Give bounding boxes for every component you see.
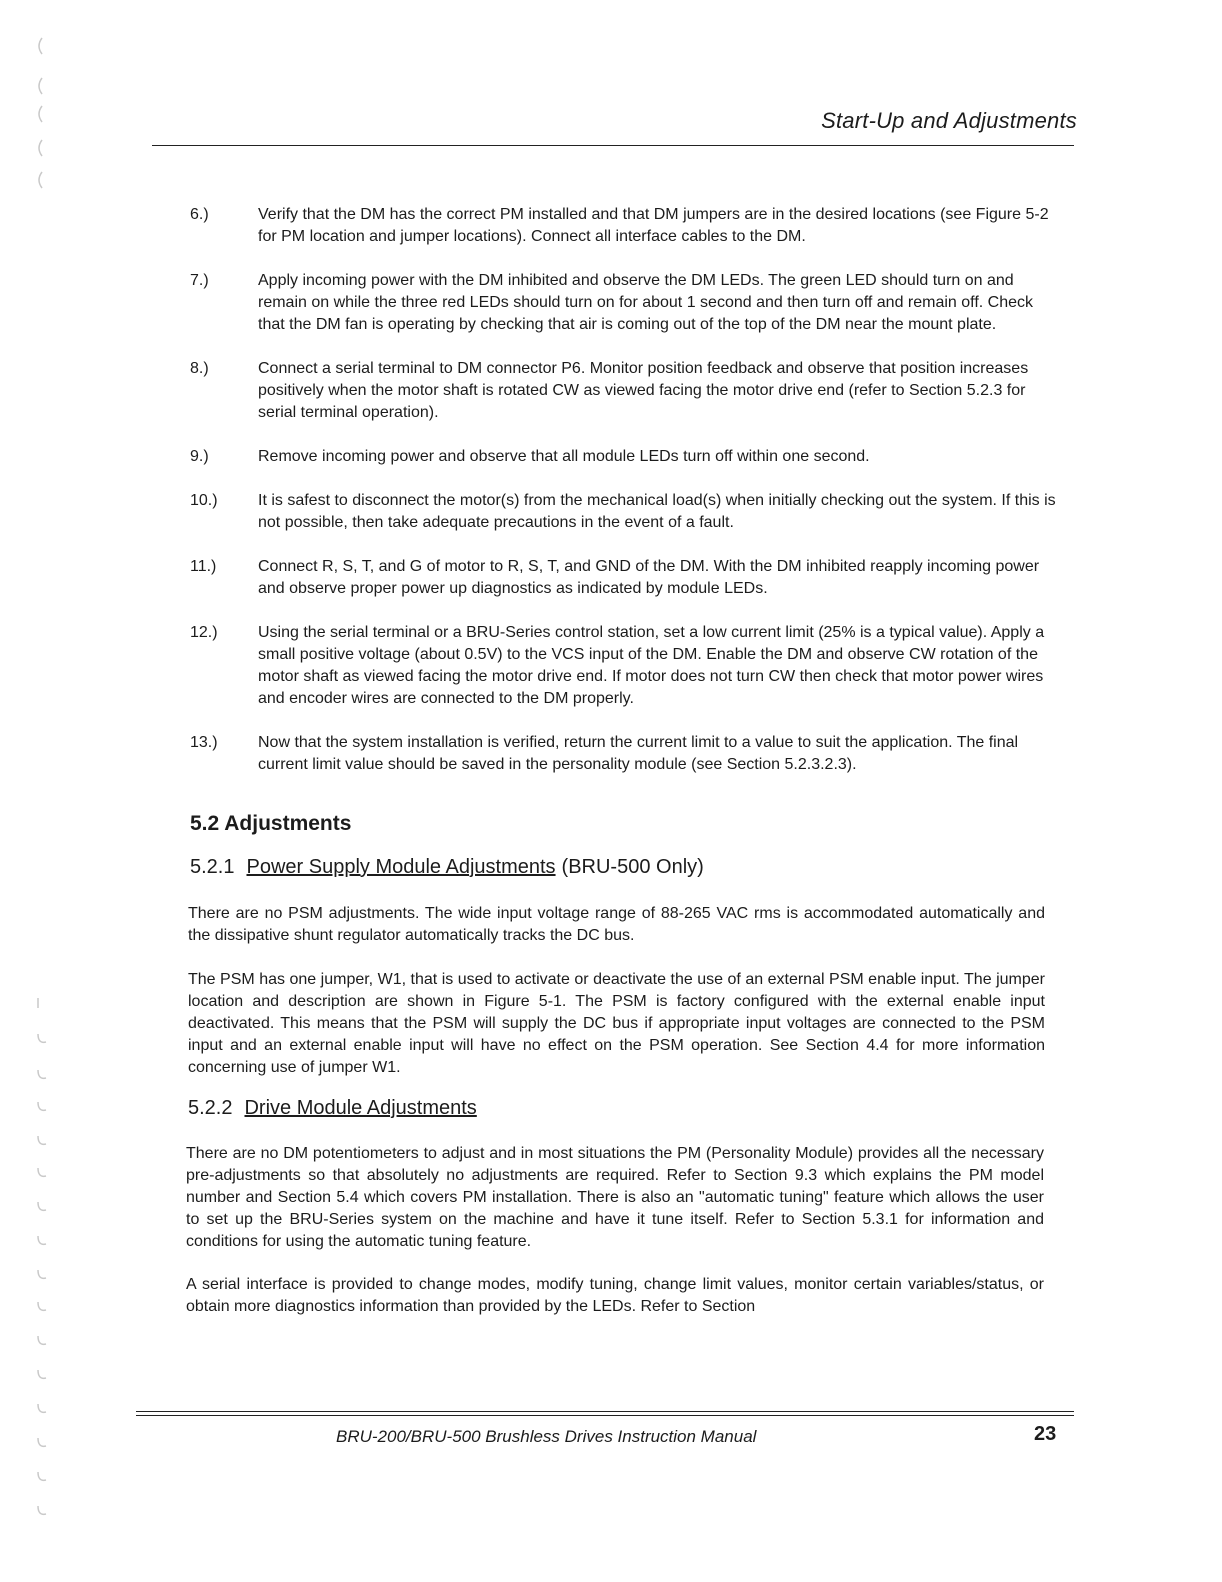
subsection-heading-psm (190, 856, 704, 879)
step-text: It is safest to disconnect the motor(s) from the mechanical load(s) when initially checking out the system. If this is not possible, then take adequate precautions in the event of a fault. (258, 492, 1056, 531)
step-number: 8.) (190, 360, 209, 377)
step-text: Verify that the DM has the correct PM installed and that DM jumpers are in the desired locations (see Figure 5-2 for PM location and jumper locations). Connect all interface cables to the DM. (258, 206, 1049, 245)
list-item-step-7 (190, 270, 1060, 336)
subsection-number: 5.2.2 (188, 1097, 233, 1119)
step-number: 7.) (190, 272, 209, 289)
footer-divider-secondary (136, 1415, 1074, 1416)
subsection-title: Power Supply Module Adjustments (246, 856, 556, 878)
step-number: 9.) (190, 448, 209, 465)
running-header-title: Start-Up and Adjustments (821, 108, 1077, 133)
footer-manual-title: BRU-200/BRU-500 Brushless Drives Instruction Manual (336, 1427, 757, 1446)
list-item-step-11 (190, 556, 1060, 600)
paragraph-serial-interface: A serial interface is provided to change modes, modify tuning, change limit values, monitor certain variables/status, or obtain more diagnostics information than provided by the LEDs. Refer to Section (186, 1276, 1044, 1315)
list-item-step-6 (190, 204, 1060, 248)
step-number: 13.) (190, 734, 218, 751)
step-text: Connect a serial terminal to DM connector P6. Monitor position feedback and observe that position increases positively when the motor shaft is rotated CW as viewed facing the motor drive end (refer to Section 5.2.3 for serial terminal operation). (258, 360, 1029, 421)
list-item-step-9 (190, 446, 1060, 468)
subsection-title: Drive Module Adjustments (244, 1097, 477, 1119)
step-text: Remove incoming power and observe that all module LEDs turn off within one second. (258, 448, 870, 465)
list-item-step-12 (190, 622, 1060, 710)
list-item-step-13 (190, 732, 1060, 776)
footer-divider (136, 1411, 1074, 1412)
paragraph-psm-adjustments: There are no PSM adjustments. The wide input voltage range of 88-265 VAC rms is accommodated automatically and the dissipative shunt regulator automatically tracks the DC bus. (188, 905, 1045, 944)
subsection-number: 5.2.1 (190, 856, 235, 878)
startup-steps-list (190, 204, 1060, 776)
step-number: 10.) (190, 492, 218, 509)
list-item-step-10 (190, 490, 1060, 534)
paragraph-psm-jumper: The PSM has one jumper, W1, that is used to activate or deactivate the use of an external PSM enable input. The jumper location and description are shown in Figure 5-1. The PSM is factory configured with the external enable input deactivated. This means that the PSM will supply the DC bus if appropriate input voltages are connected to the PSM input and an external enable input will have no effect on the PSM operation. See Section 4.4 for more information concerning use of jumper W1. (188, 971, 1045, 1076)
step-number: 12.) (190, 624, 218, 641)
subsection-note: (BRU-500 Only) (561, 856, 704, 878)
step-text: Now that the system installation is verified, return the current limit to a value to suit the application. The final current limit value should be saved in the personality module (see Section 5.2.3.2.3). (258, 734, 1019, 773)
paragraph-dm-adjustments: There are no DM potentiometers to adjust and in most situations the PM (Personality Module) provides all the necessary pre-adjustments so that absolutely no adjustments are required. Refer to Section 9.3 which explains the PM model number and Section 5.4 which covers PM installation. There is also an "automatic tuning" feature which allows the user to set up the BRU-Series system on the machine and have it tune itself. Refer to Section 5.3.1 for information and conditions for using the automatic tuning feature. (186, 1145, 1044, 1250)
step-text: Apply incoming power with the DM inhibited and observe the DM LEDs. The green LED should turn on and remain on while the three red LEDs should turn on for about 1 second and then turn off and remain off. Check that the DM fan is operating by checking that air is coming out of the top of the DM near the mount plate. (258, 272, 1033, 333)
subsection-heading-dm (188, 1097, 477, 1120)
step-number: 6.) (190, 206, 209, 223)
section-heading-adjustments: 5.2 Adjustments (190, 812, 352, 835)
header-divider (152, 145, 1074, 146)
binding-hole-marks (26, 30, 66, 1550)
list-item-step-8 (190, 358, 1060, 424)
step-text: Using the serial terminal or a BRU-Series control station, set a low current limit (25% is a typical value). Apply a small positive voltage (about 0.5V) to the VCS input of the DM. Enable the DM and observe CW rotation of the motor shaft as viewed facing the motor drive end. If motor does not turn CW then check that motor power wires and encoder wires are connected to the DM properly. (258, 624, 1045, 707)
step-number: 11.) (190, 558, 217, 575)
step-text: Connect R, S, T, and G of motor to R, S, T, and GND of the DM. With the DM inhibited reapply incoming power and observe proper power up diagnostics as indicated by module LEDs. (258, 558, 1040, 597)
page-number: 23 (1034, 1423, 1057, 1445)
